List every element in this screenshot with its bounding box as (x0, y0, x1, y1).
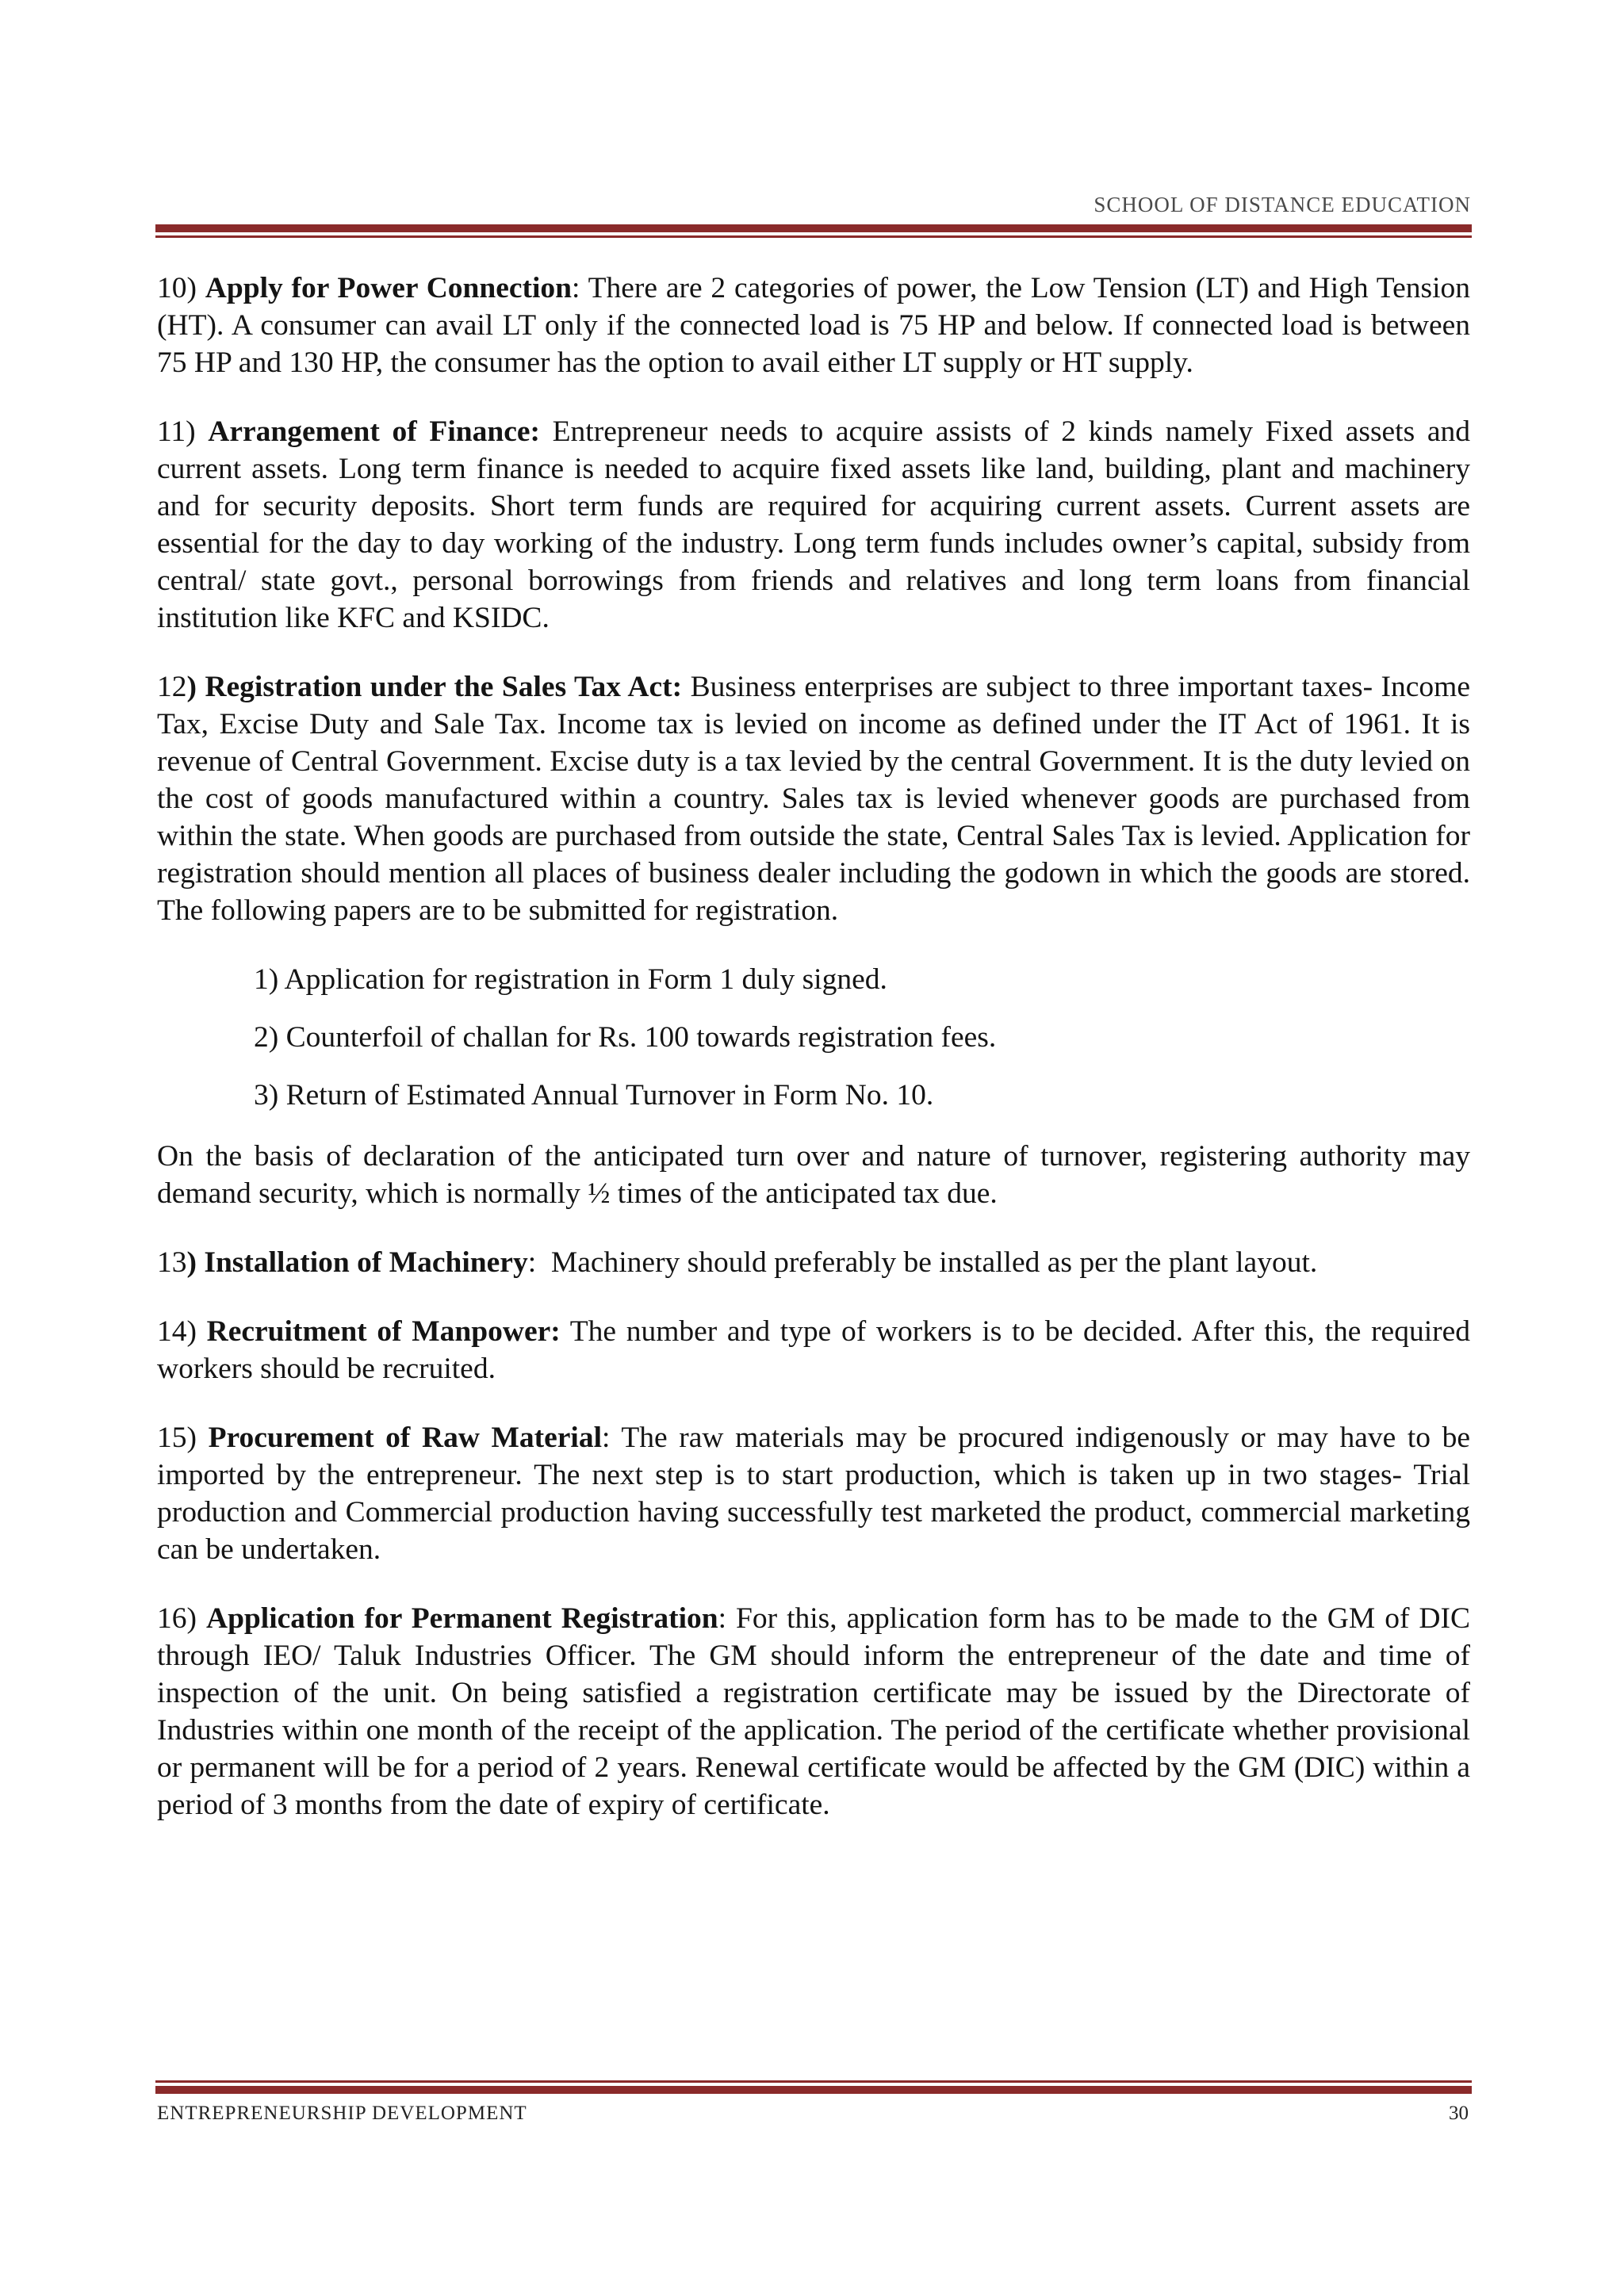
section-text: Machinery should preferably be installed as per the plant layout. (550, 1246, 1318, 1279)
section-heading: Arrangement of Finance: (208, 415, 540, 448)
running-footer: ENTREPRENEURSHIP DEVELOPMENT (157, 2103, 527, 2124)
section-12 (157, 668, 1470, 929)
section-15: 15) Procurement of Raw Material: The raw materials may be procured indigenously or may have to be imported by the entrepreneur. The next step is to start production, which is taken up in two stages- Trial production and Commercial production having successfully test marketed the product, commercial marketing can be undertaken. (157, 1422, 1470, 1566)
section-13: 13) Installation of Machinery: Machinery should preferably be installed as per the plant layout. (157, 1246, 1318, 1279)
section-number: 16) (157, 1602, 206, 1635)
section-number: 13 (157, 1246, 187, 1279)
section-11 (157, 413, 1470, 637)
page-number: 30 (1449, 2103, 1469, 2124)
page-body (157, 270, 1470, 1855)
section-heading: Apply for Power Connection (205, 272, 573, 304)
section-text: There are 2 categories of power, the Low Tension (LT) and High Tension (HT). A consumer can avail LT only if the connected load is 75 HP and below. If connected load is between 75 HP and 130 HP, the consumer has the option to avail either LT supply or HT supply. (157, 272, 1471, 379)
footer-rule (155, 2080, 1472, 2094)
section-text: The raw materials may be procured indigenously or may have to be imported by the entrepreneur. The next step is to start production, which is taken up in two stages- Trial production and Commercial production having successfully test marketed the product, commercial marketing can be undertaken. (157, 1422, 1470, 1566)
declaration-paragraph: On the basis of declaration of the anticipated turn over and nature of turnover, registering authority may demand security, which is normally ½ times of the anticipated tax due. (157, 1140, 1470, 1210)
section-text: For this, application form has to be made to the GM of DIC through IEO/ Taluk Industries Officer. The GM should inform the entrepreneur of the date and time of inspection of the unit. On being satisfied a registration certificate may be issued by the Directorate of Industries within one month of the receipt of the application. The period of the certificate whether provisional or permanent will be for a period of 2 years. Renewal certificate would be affected by the GM (DIC) within a period of 3 months from the date of expiry of certificate. (157, 1602, 1470, 1821)
list-item: 1) Application for registration in Form 1 duly signed. (254, 963, 887, 996)
section-heading: Procurement of Raw Material (208, 1422, 603, 1454)
list-item: 3) Return of Estimated Annual Turnover in Form No. 10. (254, 1079, 934, 1112)
list-item: 2) Counterfoil of challan for Rs. 100 towards registration fees. (254, 1021, 997, 1054)
section-number: 10) (157, 272, 205, 304)
header-rule (155, 224, 1472, 238)
section-text: Entrepreneur needs to acquire assists of 2 kinds namely Fixed assets and current assets. Long term finance is needed to acquire fixed assets like land, building, plant and machinery and for security deposits. Short term funds are required for acquiring current assets. Current assets are essential for the day to day working of the industry. Long term funds includes owner’s capital, subsidy from central/ state govt., personal borrowings from friends and relatives and long term loans from financial institution like KFC and KSIDC. (157, 415, 1470, 634)
section-text: The number and type of workers is to be decided. After this, the required workers should be recruited. (157, 1315, 1471, 1385)
running-header: SCHOOL OF DISTANCE EDUCATION (1094, 193, 1471, 216)
section-10: 10) Apply for Power Connection: There are 2 categories of power, the Low Tension (LT) and High Tension (HT). A consumer can avail LT only if the connected load is 75 HP and below. If connected load is between 75 HP and 130 HP, the consumer has the option to avail either LT supply or HT supply. (157, 272, 1471, 379)
registration-papers-list (157, 961, 1470, 1114)
section-number: 14) (157, 1315, 207, 1348)
section-16: 16) Application for Permanent Registration: For this, application form has to be made to the GM of DIC through IEO/ Taluk Industries Officer. The GM should inform the entrepreneur of the date and time of inspection of the unit. On being satisfied a registration certificate may be issued by the Directorate of Industries within one month of the receipt of the application. The period of the certificate whether provisional or permanent will be for a period of 2 years. Renewal certificate would be affected by the GM (DIC) within a period of 3 months from the date of expiry of certificate. (157, 1602, 1470, 1821)
section-heading: ) Installation of Machinery (186, 1246, 528, 1279)
section-14 (157, 1313, 1470, 1387)
section-heading: ) Registration under the Sales Tax Act: (186, 671, 683, 703)
section-number: 11) (157, 415, 209, 448)
section-text: Business enterprises are subject to three important taxes- Income Tax, Excise Duty and Sale Tax. Income tax is levied on income as defined under the IT Act of 1961. It is revenue of Central Government. Excise duty is a tax levied by the central Government. It is the duty levied on the cost of goods manufactured within a country. Sales tax is levied whenever goods are purchased from within the state. When goods are purchased from outside the state, Central Sales Tax is levied. Application for registration should mention all places of business dealer including the godown in which the goods are stored. The following papers are to be submitted for registration. (157, 671, 1470, 927)
section-number: 12 (157, 671, 187, 703)
section-number: 15) (157, 1422, 209, 1454)
section-heading: Recruitment of Manpower: (206, 1315, 561, 1348)
section-heading: Application for Permanent Registration (205, 1602, 718, 1635)
